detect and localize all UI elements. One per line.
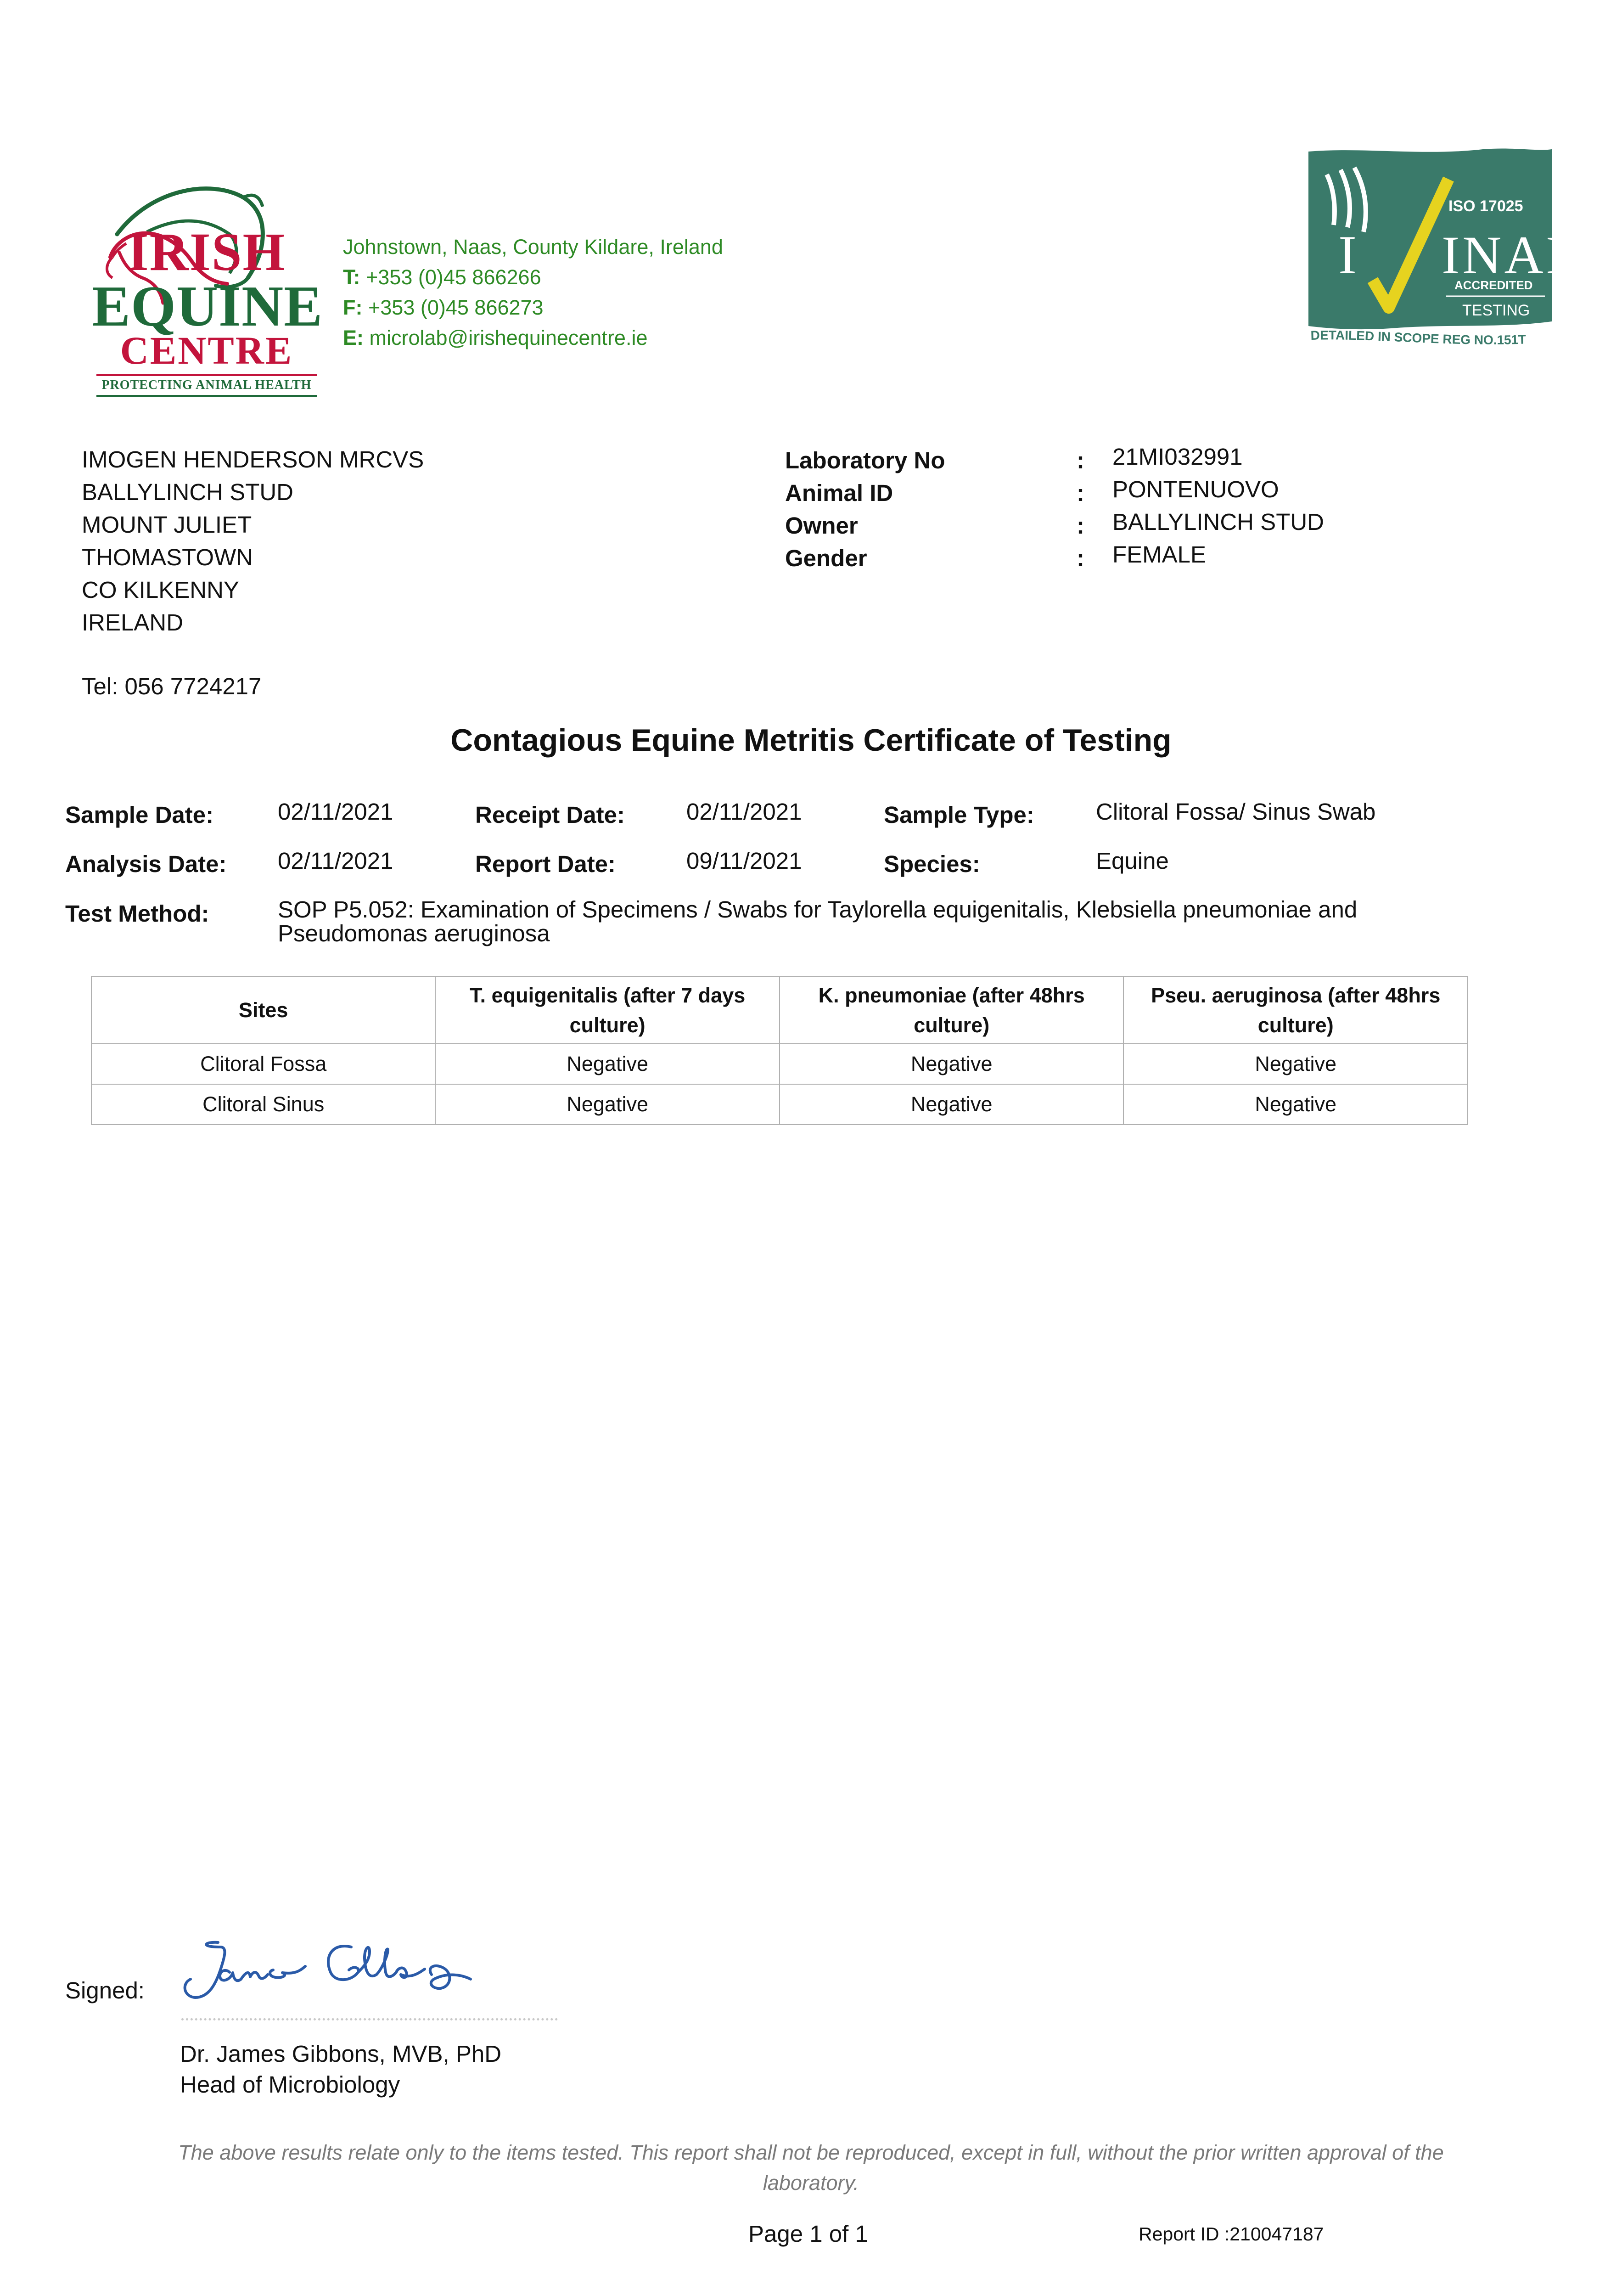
owner-label: Owner — [785, 512, 858, 539]
logo-text-irish: IRISH — [127, 222, 286, 282]
owner-value: BALLYLINCH STUD — [1112, 509, 1325, 535]
report-date-label: Report Date: — [475, 851, 616, 877]
animal-id-label: Animal ID — [785, 480, 893, 506]
table-row — [91, 1044, 1468, 1084]
email-value: microlab@irishequinecentre.ie — [369, 326, 648, 349]
logo-text-equine: EQUINE — [92, 275, 323, 338]
column-header: T. equigenitalis (after 7 days culture) — [435, 976, 780, 1044]
recipient-address — [82, 443, 424, 639]
sample-date-label: Sample Date: — [65, 802, 214, 828]
phone-value: +353 (0)45 866266 — [366, 265, 541, 289]
logo-tagline: PROTECTING ANIMAL HEALTH — [101, 378, 312, 392]
phone-label: T: — [343, 265, 360, 289]
inab-standard-text: ISO 17025 — [1448, 197, 1523, 215]
table-cell: Negative — [1123, 1084, 1468, 1125]
contact-email — [343, 323, 723, 353]
inab-brand-text: INA — [1442, 225, 1546, 285]
table-header-row — [91, 976, 1468, 1044]
logo-divider — [96, 374, 317, 376]
email-label: E: — [343, 326, 364, 349]
lab-no-value: 21MI032991 — [1112, 444, 1243, 470]
fax-label: F: — [343, 296, 363, 319]
address-line: THOMASTOWN — [82, 544, 253, 570]
colon-separator: : — [1077, 512, 1084, 539]
certificate-title: Contagious Equine Metritis Certificate of Testing — [450, 723, 1172, 758]
table-cell: Negative — [780, 1084, 1124, 1125]
gender-value: FEMALE — [1112, 541, 1207, 568]
results-table — [91, 976, 1468, 1125]
disclaimer-text: The above results relate only to the items tested. This report shall not be reproduced, except in full, without the prior written approval of the laboratory. — [178, 2141, 1444, 2195]
table-cell: Negative — [435, 1084, 780, 1125]
inab-accreditation-badge — [1308, 147, 1552, 349]
gender-label: Gender — [785, 545, 867, 571]
colon-separator: : — [1077, 447, 1084, 473]
svg-text:I: I — [1338, 224, 1357, 285]
address-line: IMOGEN HENDERSON MRCVS — [82, 446, 424, 473]
page-number: Page 1 of 1 — [748, 2221, 868, 2247]
address-line: IRELAND — [82, 609, 184, 636]
signed-label: Signed: — [65, 1977, 145, 2003]
address-line: MOUNT JULIET — [82, 512, 252, 538]
report-date-value: 09/11/2021 — [686, 848, 802, 874]
contact-address: Johnstown, Naas, County Kildare, Ireland — [343, 235, 723, 259]
table-cell: Clitoral Fossa — [91, 1044, 435, 1084]
sample-date-value: 02/11/2021 — [278, 799, 393, 825]
address-line: BALLYLINCH STUD — [82, 479, 294, 505]
species-value: Equine — [1096, 848, 1169, 874]
column-header: Pseu. aeruginosa (after 48hrs culture) — [1123, 976, 1468, 1044]
animal-id-value: PONTENUOVO — [1112, 476, 1279, 502]
table-cell: Negative — [435, 1044, 780, 1084]
contact-block — [343, 232, 723, 353]
signatory-role: Head of Microbiology — [180, 2071, 400, 2098]
table-cell: Clitoral Sinus — [91, 1084, 435, 1125]
sample-type-label: Sample Type: — [884, 802, 1034, 828]
irish-equine-centre-logo — [92, 92, 321, 404]
report-id: Report ID :210047187 — [1139, 2223, 1324, 2245]
receipt-date-value: 02/11/2021 — [686, 799, 802, 825]
inab-accredited-text: ACCREDITED — [1454, 278, 1533, 292]
signature-line — [181, 2018, 558, 2020]
column-header: K. pneumoniae (after 48hrs culture) — [780, 976, 1124, 1044]
colon-separator: : — [1077, 545, 1084, 571]
recipient-tel: Tel: 056 7724217 — [82, 673, 262, 699]
lab-no-label: Laboratory No — [785, 447, 945, 473]
svg-text:DETAILED IN SCOPE REG NO.151T — [1310, 328, 1526, 347]
logo-divider — [96, 395, 317, 397]
inab-scope-text: DETAILED IN SCOPE REG NO.151T — [1310, 328, 1527, 347]
species-label: Species: — [884, 851, 980, 877]
colon-separator: : — [1077, 480, 1084, 506]
table-cell: Negative — [1123, 1044, 1468, 1084]
contact-fax — [343, 293, 723, 323]
fax-value: +353 (0)45 866273 — [368, 296, 544, 319]
logo-text-centre: CENTRE — [120, 328, 293, 372]
test-method-label: Test Method: — [65, 900, 209, 927]
column-header: Sites — [91, 976, 435, 1044]
handwritten-signature — [177, 1929, 507, 2016]
inab-category-text: TESTING — [1462, 302, 1530, 319]
sample-type-value: Clitoral Fossa/ Sinus Swab — [1096, 799, 1376, 825]
address-line: CO KILKENNY — [82, 577, 239, 603]
test-method-value: SOP P5.052: Examination of Specimens / Swabs for Taylorella equigenitalis, Klebsiella pneumoniae and Pseudomonas aeruginosa — [278, 896, 1358, 946]
contact-phone — [343, 262, 723, 293]
analysis-date-label: Analysis Date: — [65, 851, 227, 877]
table-cell: Negative — [780, 1044, 1124, 1084]
signatory-name: Dr. James Gibbons, MVB, PhD — [180, 2041, 502, 2067]
receipt-date-label: Receipt Date: — [475, 802, 625, 828]
analysis-date-value: 02/11/2021 — [278, 848, 393, 874]
table-row — [91, 1084, 1468, 1125]
